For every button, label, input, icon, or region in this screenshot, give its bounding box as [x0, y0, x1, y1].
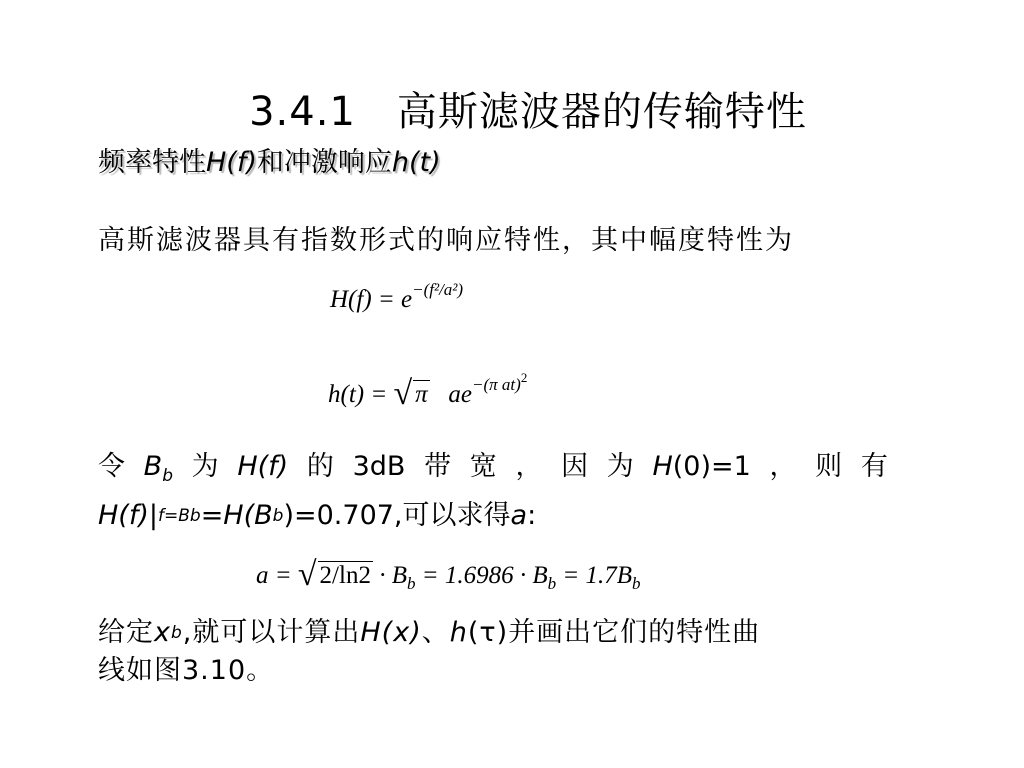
formula2-exponent: −(π at)2: [472, 370, 528, 394]
paragraph-bandwidth-line2: H(f) | f=Bb =H(B b )=0.707,可以求得 a :: [98, 500, 537, 531]
formula1-exponent: −(f²/a²): [412, 280, 464, 299]
sqrt-pi: √ π: [393, 375, 428, 412]
subtitle-middle: 和冲激响应: [256, 147, 392, 178]
paragraph-intro: 高斯滤波器具有指数形式的响应特性，其中幅度特性为: [98, 225, 794, 256]
paragraph-conclusion-line2: 线如图3.10。: [98, 655, 275, 686]
subtitle-ht: h(t): [391, 147, 441, 178]
page-title: 3.4.1 高斯滤波器的传输特性: [249, 89, 807, 135]
formula2-lhs: h(t) =: [328, 381, 394, 408]
sqrt-2-ln2: √ 2/ln2: [297, 556, 371, 593]
paragraph-bandwidth-line1: 令 $B_b$ 为 H(f) 的 3dB 带 宽 ， 因 为 H(0)=1 ， 则 有: [98, 451, 888, 486]
formula-impulse: [328, 370, 527, 413]
subtitle-prefix: 频率特性: [98, 147, 206, 178]
formula2-rhs: ae: [448, 381, 473, 408]
paragraph-bandwidth: [98, 447, 888, 536]
formula-amplitude: [330, 280, 463, 314]
formula1-lhs: H(f) = e: [330, 286, 413, 313]
paragraph-conclusion-line1: 给定 x b ,就可以计算出 H(x) 、 h (τ) 并画出它们的特性曲: [98, 617, 761, 648]
paragraph-conclusion: [98, 614, 928, 690]
formula-a-value: a = √ $2/\ln 2 \cdot B_b = 1.6986 \cdot B_b = 1.7B_b$: [256, 556, 641, 593]
subtitle-Hf: H(f): [206, 147, 257, 178]
section-subtitle: [98, 140, 441, 179]
